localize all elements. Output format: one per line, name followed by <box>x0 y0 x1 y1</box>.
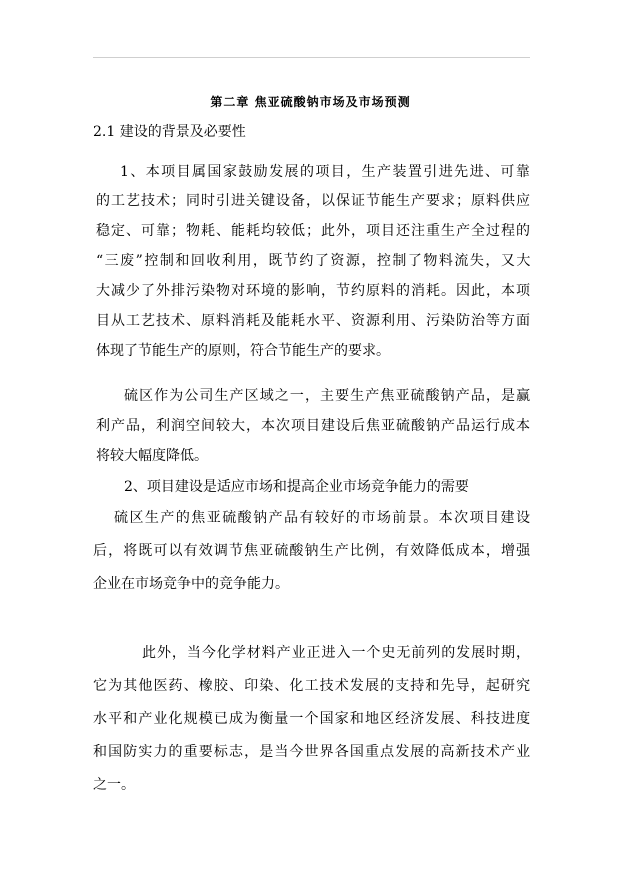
body-line: 后，将既可以有效调节焦亚硫酸钠生产比例，有效降低成本，增强 <box>93 543 532 559</box>
body-line: 体现了节能生产的原则，符合节能生产的要求。 <box>96 343 390 359</box>
body-line: 企业在市场竞争中的竞争能力。 <box>93 576 289 592</box>
body-line: 大减少了外排污染物对环境的影响，节约原料的消耗。因此，本项 <box>96 283 531 299</box>
body-line: 将较大幅度降低。 <box>96 448 208 464</box>
body-line: 和国防实力的重要标志，是当今世界各国重点发展的高新技术产业 <box>93 744 532 760</box>
body-line: 稳定、可靠；物耗、能耗均较低；此外，项目还注重生产全过程的 <box>96 223 531 239</box>
body-line: 利产品，利润空间较大，本次项目建设后焦亚硫酸钠产品运行成本 <box>96 418 531 434</box>
body-line: 目从工艺技术、原料消耗及能耗水平、资源利用、污染防治等方面 <box>96 313 531 329</box>
body-line: 1、本项目属国家鼓励发展的项目，生产装置引进先进、可靠 <box>120 164 532 180</box>
body-line: 之一。 <box>93 777 135 793</box>
body-line: 的工艺技术；同时引进关键设备，以保证节能生产要求；原料供应 <box>96 193 531 209</box>
body-line: 水平和产业化规模已成为衡量一个国家和地区经济发展、科技进度 <box>93 711 532 727</box>
numbered-point: 2、项目建设是适应市场和提高企业市场竞争能力的需要 <box>124 479 469 495</box>
body-line: “三废”控制和回收利用，既节约了资源，控制了物料流失，又大 <box>96 253 532 269</box>
body-line: 硫区生产的焦亚硫酸钠产品有较好的市场前景。本次项目建设 <box>114 510 532 526</box>
chapter-title: 第二章 焦亚硫酸钠市场及市场预测 <box>210 95 411 109</box>
body-line: 此外，当今化学材料产业正进入一个史无前列的发展时期， <box>142 645 531 661</box>
header-rule <box>93 57 530 58</box>
section-heading: 2.1 建设的背景及必要性 <box>93 124 246 140</box>
body-line: 它为其他医药、橡胶、印染、化工技术发展的支持和先导，起研究 <box>93 678 532 694</box>
body-line: 硫区作为公司生产区域之一，主要生产焦亚硫酸钠产品，是赢 <box>124 388 532 404</box>
